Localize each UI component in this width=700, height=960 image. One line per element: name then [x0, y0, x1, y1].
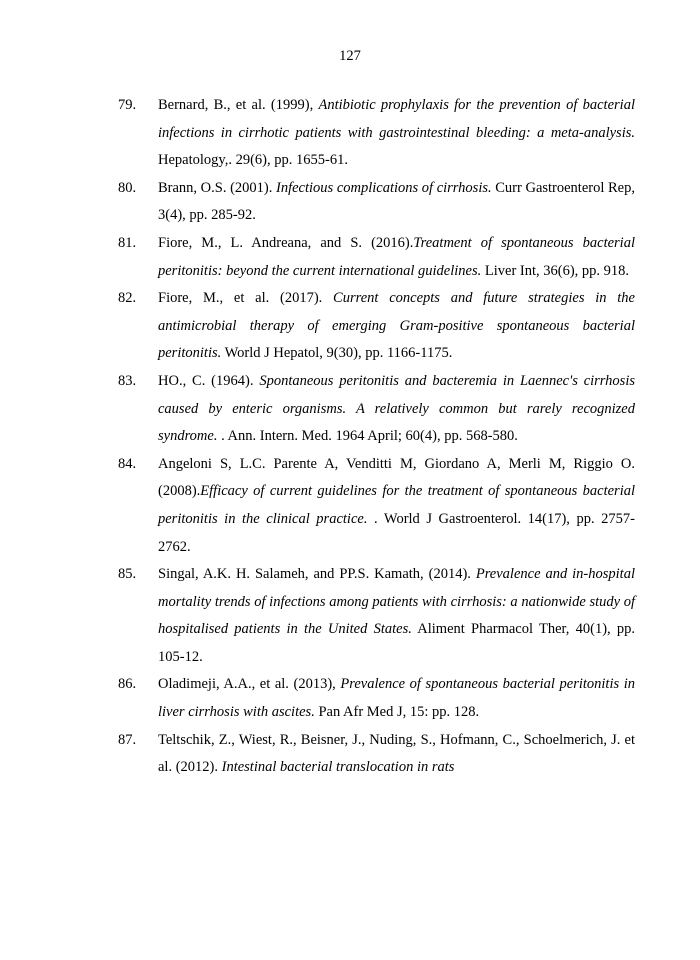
- reference-title: Efficacy of current guidelines for the treatment of spontaneous bacterial peritonitis in the clinical practice.: [158, 483, 635, 527]
- reference-text: [158, 727, 635, 782]
- reference-detail: Angeloni S, L.C. Parente A, Venditti M, Giordano A, Merli M, Riggio O.(2008).: [158, 455, 635, 500]
- reference-detail: Singal, A.K. H. Salameh, and PP.S. Kamath, (2014).: [158, 566, 476, 583]
- reference-title: Prevalence and in-hospital mortality trends of infections among patients with cirrhosis: a nationwide study of hospitalised patients in the United States.: [158, 566, 635, 638]
- reference-item: [118, 368, 635, 451]
- reference-detail: Curr Gastroenterol Rep, 3(4), pp. 285-92.: [158, 179, 635, 224]
- reference-detail: Aliment Pharmacol Ther, 40(1), pp. 105-12.: [158, 621, 636, 665]
- reference-number: 86.: [118, 676, 137, 693]
- page-number: 127: [339, 48, 361, 64]
- reference-detail: Pan Afr Med J, 15: pp. 128.: [314, 704, 480, 721]
- reference-detail: Brann, O.S. (2001).: [158, 179, 277, 196]
- reference-number: 83.: [118, 372, 137, 389]
- reference-number: 82.: [118, 290, 137, 307]
- reference-item: [118, 230, 635, 285]
- reference-item: [118, 451, 635, 561]
- reference-text: [158, 285, 635, 368]
- reference-number: 79.: [118, 97, 137, 113]
- reference-title: Treatment of spontaneous bacterial peritonitis: beyond the current international guidelines.: [158, 234, 635, 279]
- reference-detail: Bernard, B., et al. (1999),: [158, 97, 319, 113]
- reference-detail: Liver Int, 36(6), pp. 918.: [481, 262, 630, 279]
- reference-number: 85.: [118, 566, 137, 583]
- reference-detail: Fiore, M., et al. (2017).: [158, 290, 334, 307]
- reference-detail: World J Hepatol, 9(30), pp. 1166-1175.: [221, 345, 453, 362]
- reference-text: [158, 561, 635, 671]
- reference-text: [158, 175, 635, 230]
- reference-text: [158, 451, 635, 561]
- reference-item: [118, 175, 635, 230]
- reference-detail: HO., C. (1964).: [158, 372, 260, 389]
- reference-detail: . Ann. Intern. Med. 1964 April; 60(4), pp. 568-580.: [217, 428, 518, 445]
- reference-title: Current concepts and future strategies in the antimicrobial therapy of emerging Gram-positive spontaneous bacterial peritonitis.: [158, 290, 635, 362]
- reference-title: Spontaneous peritonitis and bacteremia in Laennec's cirrhosis caused by enteric organisms. A relatively common but rarely recognized syndrome.: [158, 372, 635, 445]
- reference-item: [118, 561, 635, 671]
- reference-item: [118, 727, 635, 782]
- reference-title: Prevalence of spontaneous bacterial peritonitis in liver cirrhosis with ascites.: [158, 676, 635, 721]
- reference-title: Antibiotic prophylaxis for the prevention of bacterial infections in cirrhotic patients with gastrointestinal bleeding: a meta-analysis.: [158, 97, 635, 141]
- reference-item: [118, 671, 635, 726]
- reference-number: 81.: [118, 234, 137, 251]
- reference-item: [118, 285, 635, 368]
- reference-number: 84.: [118, 455, 137, 472]
- reference-title: Intestinal bacterial translocation in rats: [221, 759, 455, 776]
- reference-number: 80.: [118, 179, 137, 196]
- reference-title: Infectious complications of cirrhosis.: [276, 179, 492, 196]
- reference-text: [158, 671, 635, 726]
- reference-list: [118, 92, 635, 782]
- reference-text: [158, 92, 635, 175]
- reference-detail: . World J Gastroenterol. 14(17), pp. 2757-2762.: [158, 510, 635, 555]
- reference-detail: Hepatology,. 29(6), pp. 1655-61.: [158, 152, 348, 169]
- reference-detail: Oladimeji, A.A., et al. (2013),: [158, 676, 341, 693]
- reference-detail: Fiore, M., L. Andreana, and S. (2016).: [158, 234, 414, 251]
- reference-text: [158, 368, 635, 451]
- reference-number: 87.: [118, 731, 137, 748]
- reference-text: [158, 230, 635, 285]
- reference-item: [118, 92, 635, 175]
- reference-detail: Teltschik, Z., Wiest, R., Beisner, J., Nuding, S., Hofmann, C., Schoelmerich, J. et al. (2012).: [158, 731, 635, 776]
